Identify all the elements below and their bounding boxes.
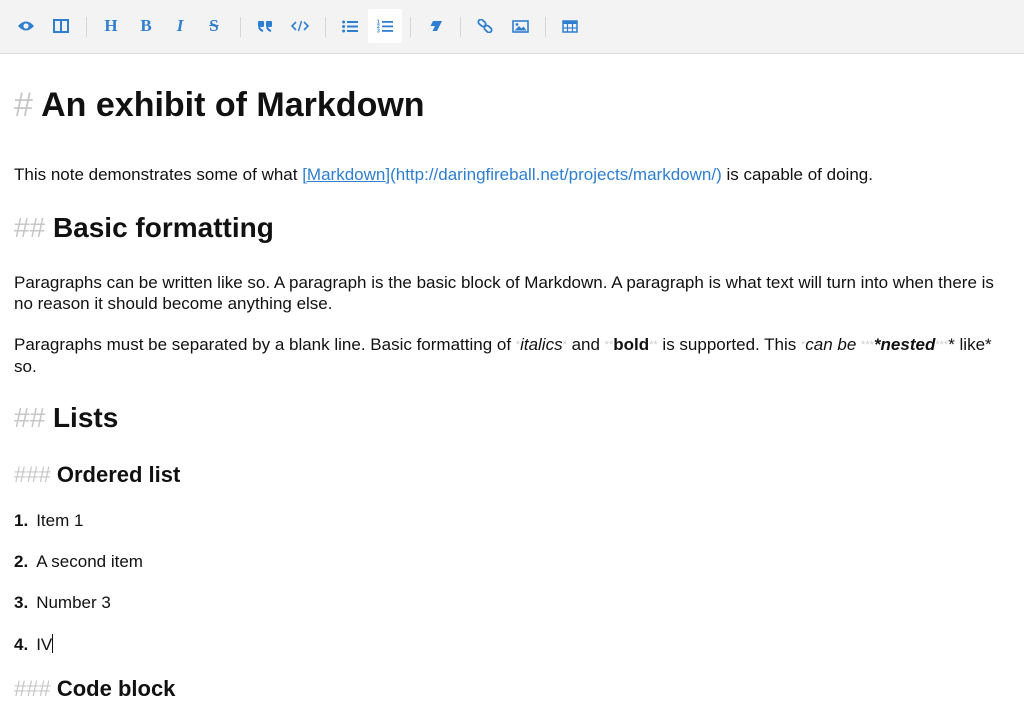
list-item [14,593,111,613]
italic-marker: * [562,339,567,351]
table-button[interactable] [553,9,587,43]
link-button[interactable] [468,9,502,43]
list-text: IV [36,635,53,654]
heading-marker: ## [14,402,46,433]
paragraph: Paragraphs can be written like so. A paragraph is the basic block of Markdown. A paragraph is what text will turn into when there is no reason it should become anything else. [14,273,994,313]
heading-button[interactable] [94,9,128,43]
toolbar-separator [410,17,411,37]
italic-button[interactable] [163,9,197,43]
heading-code-block [14,676,175,702]
svg-text:1: 1 [377,19,380,26]
text-span: is capable of doing. [721,165,873,184]
table-icon [562,20,578,33]
heading-lists [14,402,118,434]
paragraph-formatting [14,334,1004,377]
bold-marker: ** [604,339,614,351]
italic-text: can be [805,335,857,354]
list-number: 1. [14,511,29,530]
italic-text: italics [520,335,563,354]
bold-marker: ** [649,339,658,351]
link-text: [Markdown] [302,165,391,184]
toolbar-separator [325,17,326,37]
code-button[interactable] [283,9,317,43]
text-span: is supported. This [657,335,802,354]
heading-1 [14,86,425,125]
text-span: * like* so. [14,335,992,376]
list-text: Number 3 [36,593,111,612]
heading-marker: ### [14,462,51,487]
text-span: This note demonstrates some of what [14,165,303,184]
italic-marker: * [515,339,521,351]
list-number: 3. [14,593,29,612]
heading-text: Basic formatting [52,212,274,243]
ordered-list-button[interactable] [368,9,402,43]
svg-text:2: 2 [377,24,380,30]
italic-icon: I [176,16,184,35]
heading-text: Lists [52,402,119,433]
italic-marker: * [801,339,806,351]
heading-icon: H [104,16,118,35]
code-icon [291,20,309,32]
strikethrough-icon: S [209,16,219,35]
image-button[interactable] [503,9,537,43]
toolbar-separator [86,17,87,37]
list-item [14,552,143,572]
list-number: 2. [14,552,29,571]
heading-text: An exhibit of Markdown [41,86,425,124]
list-text: Item 1 [36,511,84,530]
unordered-list-button[interactable] [333,9,367,43]
link-icon [477,19,493,33]
text-cursor [52,634,53,653]
text-span: and [566,335,605,354]
link-url: (http://daringfireball.net/projects/markdown/) [390,165,722,184]
editor-toolbar [0,0,1024,54]
markdown-link[interactable] [302,165,722,184]
clean-block-button[interactable] [418,9,452,43]
heading-marker: ### [14,676,51,701]
eye-icon [17,20,35,32]
text-span: Paragraphs must be separated by a blank line. Basic formatting of [14,335,516,354]
bold-italic-text: *nested [873,335,936,354]
bold-italic-marker: *** [861,339,874,351]
preview-button[interactable] [9,9,43,43]
numbered-list-icon [377,19,393,33]
side-by-side-button[interactable] [44,9,78,43]
heading-basic-formatting [14,212,274,244]
heading-ordered-list [14,462,180,488]
bold-button[interactable] [129,9,163,43]
eraser-icon [427,20,443,32]
strikethrough-button[interactable] [197,9,231,43]
list-item [14,634,53,655]
image-icon [512,20,529,33]
heading-text: Ordered list [56,462,181,487]
toolbar-separator [545,17,546,37]
bold-icon: B [140,16,152,35]
bold-text: bold [613,335,650,354]
columns-icon [53,19,69,33]
toolbar-separator [240,17,241,37]
bullet-list-icon [342,20,358,33]
heading-marker: # [14,86,33,124]
heading-text: Code block [56,676,176,701]
quote-icon [257,20,273,32]
quote-button[interactable] [248,9,282,43]
heading-marker: ## [14,212,46,243]
toolbar-separator [460,17,461,37]
intro-paragraph [14,164,1004,185]
list-number: 4. [14,635,29,654]
bold-italic-marker: *** [935,339,949,351]
list-item [14,511,83,531]
svg-text:3: 3 [377,28,380,33]
list-text: A second item [36,552,143,571]
